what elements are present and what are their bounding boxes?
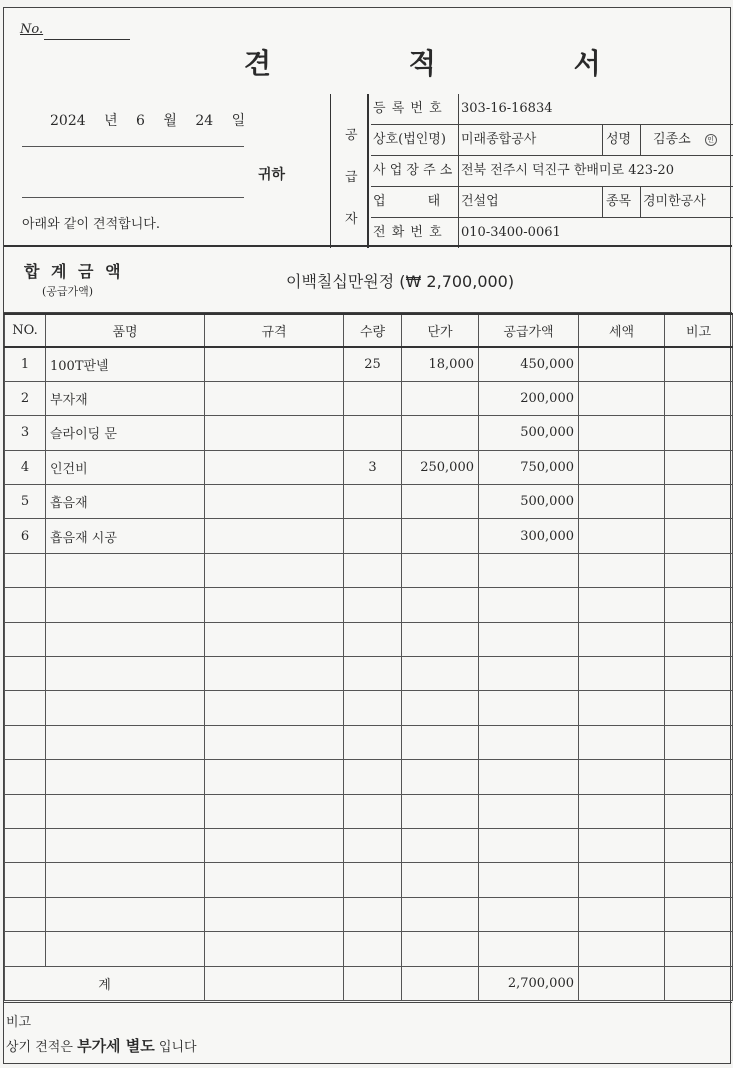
empty-cell <box>5 725 46 759</box>
remarks-text <box>6 1035 197 1056</box>
empty-cell <box>479 725 579 759</box>
empty-cell <box>205 553 344 587</box>
addressee-suffix: 귀하 <box>258 167 286 183</box>
empty-cell <box>205 794 344 828</box>
cell-supply: 450,000 <box>479 347 579 381</box>
empty-cell <box>479 863 579 897</box>
total-amount-text: 이백칠십만원정 (₩ 2,700,000) <box>286 272 515 291</box>
empty-cell <box>344 897 402 931</box>
empty-cell <box>344 863 402 897</box>
supplier-block <box>330 94 732 248</box>
cell-spec <box>205 450 344 484</box>
cell-name: 부자재 <box>46 381 205 415</box>
empty-cell <box>46 794 205 828</box>
col-header-name: 품명 <box>46 314 205 347</box>
company-value: 미래종합공사 <box>459 125 603 155</box>
cell-no: 3 <box>5 416 46 450</box>
cell-unit-price <box>402 519 479 553</box>
empty-cell <box>665 725 733 759</box>
biz-type-value: 건설업 <box>459 187 603 217</box>
cell-qty: 25 <box>344 347 402 381</box>
empty-cell <box>665 657 733 691</box>
empty-cell <box>205 725 344 759</box>
empty-cell <box>479 794 579 828</box>
empty-row <box>5 725 733 759</box>
empty-cell <box>5 828 46 862</box>
cell-supply: 500,000 <box>479 416 579 450</box>
cell-name: 100T판넬 <box>46 347 205 381</box>
sum-row <box>5 966 733 1000</box>
empty-cell <box>5 863 46 897</box>
empty-row <box>5 657 733 691</box>
address-value: 전북 전주시 덕진구 한배미로 423-20 <box>461 163 674 178</box>
empty-cell <box>205 622 344 656</box>
empty-cell <box>46 588 205 622</box>
empty-cell <box>5 588 46 622</box>
empty-row <box>5 932 733 966</box>
supplier-vertical-label <box>331 94 369 248</box>
supplier-row-reg <box>371 94 733 125</box>
empty-cell <box>402 897 479 931</box>
supplier-row-biz <box>371 187 733 218</box>
doc-number-label: No. <box>20 22 44 37</box>
cell-tax <box>579 416 665 450</box>
cell-no: 1 <box>5 347 46 381</box>
empty-cell <box>344 932 402 966</box>
reg-number-label: 등 록 번 호 <box>371 94 459 124</box>
total-sub-label: (공급가액) <box>42 285 94 298</box>
empty-cell <box>579 622 665 656</box>
empty-cell <box>205 760 344 794</box>
supplier-char-2: 급 <box>345 170 358 185</box>
empty-cell <box>46 622 205 656</box>
col-header-unit-price: 단가 <box>402 314 479 347</box>
cell-spec <box>205 519 344 553</box>
remarks-text-before: 상기 견적은 <box>6 1040 73 1055</box>
empty-cell <box>579 863 665 897</box>
empty-cell <box>46 932 205 966</box>
doc-number-line <box>44 39 130 40</box>
table-row <box>5 450 733 484</box>
empty-cell <box>402 794 479 828</box>
cell-no: 6 <box>5 519 46 553</box>
cell-supply: 200,000 <box>479 381 579 415</box>
remarks-box <box>4 1002 732 1065</box>
empty-cell <box>579 588 665 622</box>
company-label: 상호(법인명) <box>371 125 459 155</box>
empty-cell <box>5 932 46 966</box>
empty-cell <box>402 691 479 725</box>
empty-cell <box>344 760 402 794</box>
estimate-date: 2024 년 6 월 24 일 <box>50 113 246 129</box>
rep-name-label: 성명 <box>603 125 641 155</box>
empty-cell <box>665 828 733 862</box>
cell-unit-price <box>402 381 479 415</box>
empty-cell <box>579 897 665 931</box>
empty-cell <box>665 932 733 966</box>
cell-name: 흡음재 <box>46 485 205 519</box>
table-body <box>5 347 733 1000</box>
empty-cell <box>205 897 344 931</box>
empty-cell <box>479 588 579 622</box>
empty-row <box>5 691 733 725</box>
empty-cell <box>665 622 733 656</box>
empty-cell <box>402 725 479 759</box>
empty-cell <box>402 657 479 691</box>
empty-cell <box>665 691 733 725</box>
cell-qty <box>344 416 402 450</box>
cell-name: 슬라이딩 문 <box>46 416 205 450</box>
biz-item-value: 경미한공사 <box>643 194 706 209</box>
reg-number-value: 303-16-16834 <box>461 101 553 116</box>
empty-cell <box>479 657 579 691</box>
empty-cell <box>5 794 46 828</box>
cell-supply: 750,000 <box>479 450 579 484</box>
sum-unit-price <box>402 966 479 1000</box>
supplier-row-company <box>371 125 733 156</box>
rep-name-value: 김종소 <box>653 132 691 147</box>
empty-cell <box>5 760 46 794</box>
empty-cell <box>665 863 733 897</box>
empty-row <box>5 760 733 794</box>
empty-cell <box>479 622 579 656</box>
empty-cell <box>46 553 205 587</box>
empty-cell <box>46 725 205 759</box>
empty-cell <box>344 553 402 587</box>
supplier-char-3: 자 <box>345 212 358 227</box>
cell-unit-price: 250,000 <box>402 450 479 484</box>
cell-note <box>665 381 733 415</box>
cell-qty <box>344 485 402 519</box>
empty-cell <box>479 828 579 862</box>
empty-cell <box>46 828 205 862</box>
phone-value: 010-3400-0061 <box>461 225 561 240</box>
sum-supply: 2,700,000 <box>479 966 579 1000</box>
col-header-spec: 규격 <box>205 314 344 347</box>
empty-cell <box>579 691 665 725</box>
empty-cell <box>402 553 479 587</box>
cell-unit-price <box>402 416 479 450</box>
remarks-text-after: 입니다 <box>158 1040 197 1055</box>
empty-row <box>5 794 733 828</box>
empty-row <box>5 588 733 622</box>
cell-tax <box>579 485 665 519</box>
empty-cell <box>402 863 479 897</box>
cell-note <box>665 416 733 450</box>
cell-name: 인건비 <box>46 450 205 484</box>
table-row <box>5 381 733 415</box>
items-table <box>4 313 733 1001</box>
empty-cell <box>344 794 402 828</box>
empty-cell <box>46 657 205 691</box>
empty-cell <box>402 760 479 794</box>
remarks-label: 비고 <box>6 1015 32 1030</box>
empty-cell <box>205 691 344 725</box>
biz-type-label: 업 태 <box>371 187 459 217</box>
cell-no: 4 <box>5 450 46 484</box>
addressee-line-2 <box>22 197 244 198</box>
cell-tax <box>579 381 665 415</box>
page-title: 견 적 서 <box>244 47 665 80</box>
empty-cell <box>665 794 733 828</box>
sum-qty <box>344 966 402 1000</box>
empty-cell <box>46 760 205 794</box>
total-amount-box <box>4 245 732 313</box>
empty-cell <box>579 760 665 794</box>
col-header-qty: 수량 <box>344 314 402 347</box>
addressee-line-1 <box>22 146 244 147</box>
cell-spec <box>205 485 344 519</box>
table-header-row <box>5 314 733 347</box>
cell-no: 5 <box>5 485 46 519</box>
intro-text: 아래와 같이 견적합니다. <box>22 217 160 232</box>
cell-qty: 3 <box>344 450 402 484</box>
empty-cell <box>205 588 344 622</box>
empty-cell <box>46 863 205 897</box>
empty-cell <box>402 622 479 656</box>
empty-cell <box>344 725 402 759</box>
empty-cell <box>402 588 479 622</box>
empty-cell <box>5 691 46 725</box>
empty-cell <box>5 897 46 931</box>
sum-spec <box>205 966 344 1000</box>
col-header-tax: 세액 <box>579 314 665 347</box>
rep-name-cell <box>641 125 733 155</box>
sum-label: 계 <box>5 966 205 1000</box>
cell-qty <box>344 519 402 553</box>
empty-cell <box>46 691 205 725</box>
empty-cell <box>479 932 579 966</box>
empty-row <box>5 553 733 587</box>
empty-cell <box>205 657 344 691</box>
supplier-char-1: 공 <box>345 128 358 143</box>
cell-supply: 500,000 <box>479 485 579 519</box>
empty-cell <box>205 932 344 966</box>
empty-cell <box>579 932 665 966</box>
empty-cell <box>402 828 479 862</box>
empty-row <box>5 863 733 897</box>
empty-cell <box>344 828 402 862</box>
cell-unit-price <box>402 485 479 519</box>
cell-note <box>665 485 733 519</box>
empty-cell <box>5 622 46 656</box>
empty-cell <box>479 553 579 587</box>
col-header-no: NO. <box>5 314 46 347</box>
cell-spec <box>205 416 344 450</box>
empty-row <box>5 828 733 862</box>
empty-cell <box>579 553 665 587</box>
cell-tax <box>579 450 665 484</box>
empty-cell <box>479 760 579 794</box>
seal-mark: 인 <box>705 134 717 146</box>
empty-cell <box>579 725 665 759</box>
cell-qty <box>344 381 402 415</box>
empty-cell <box>579 657 665 691</box>
supplier-row-address <box>371 156 733 187</box>
empty-cell <box>5 657 46 691</box>
cell-spec <box>205 347 344 381</box>
table-row <box>5 485 733 519</box>
empty-cell <box>665 588 733 622</box>
empty-cell <box>479 691 579 725</box>
empty-cell <box>665 760 733 794</box>
table-row <box>5 347 733 381</box>
address-label: 사 업 장 주 소 <box>371 156 459 186</box>
empty-cell <box>344 622 402 656</box>
cell-note <box>665 519 733 553</box>
empty-row <box>5 622 733 656</box>
empty-cell <box>205 863 344 897</box>
sum-note <box>665 966 733 1000</box>
empty-cell <box>665 553 733 587</box>
empty-cell <box>579 828 665 862</box>
empty-cell <box>344 657 402 691</box>
empty-cell <box>46 897 205 931</box>
estimate-document <box>3 7 731 1064</box>
empty-cell <box>5 553 46 587</box>
cell-no: 2 <box>5 381 46 415</box>
cell-name: 흡음재 시공 <box>46 519 205 553</box>
cell-unit-price: 18,000 <box>402 347 479 381</box>
col-header-note: 비고 <box>665 314 733 347</box>
empty-row <box>5 897 733 931</box>
cell-note <box>665 450 733 484</box>
empty-cell <box>344 588 402 622</box>
empty-cell <box>479 897 579 931</box>
cell-tax <box>579 519 665 553</box>
empty-cell <box>205 828 344 862</box>
biz-item-label: 종목 <box>603 187 641 217</box>
empty-cell <box>344 691 402 725</box>
empty-cell <box>579 794 665 828</box>
cell-supply: 300,000 <box>479 519 579 553</box>
col-header-supply: 공급가액 <box>479 314 579 347</box>
empty-cell <box>665 897 733 931</box>
table-row <box>5 416 733 450</box>
sum-tax <box>579 966 665 1000</box>
cell-note <box>665 347 733 381</box>
remarks-text-bold: 부가세 별도 <box>77 1037 155 1055</box>
phone-label: 전 화 번 호 <box>371 218 459 248</box>
empty-cell <box>402 932 479 966</box>
cell-tax <box>579 347 665 381</box>
table-row <box>5 519 733 553</box>
cell-spec <box>205 381 344 415</box>
total-label: 합 계 금 액 <box>24 262 124 281</box>
